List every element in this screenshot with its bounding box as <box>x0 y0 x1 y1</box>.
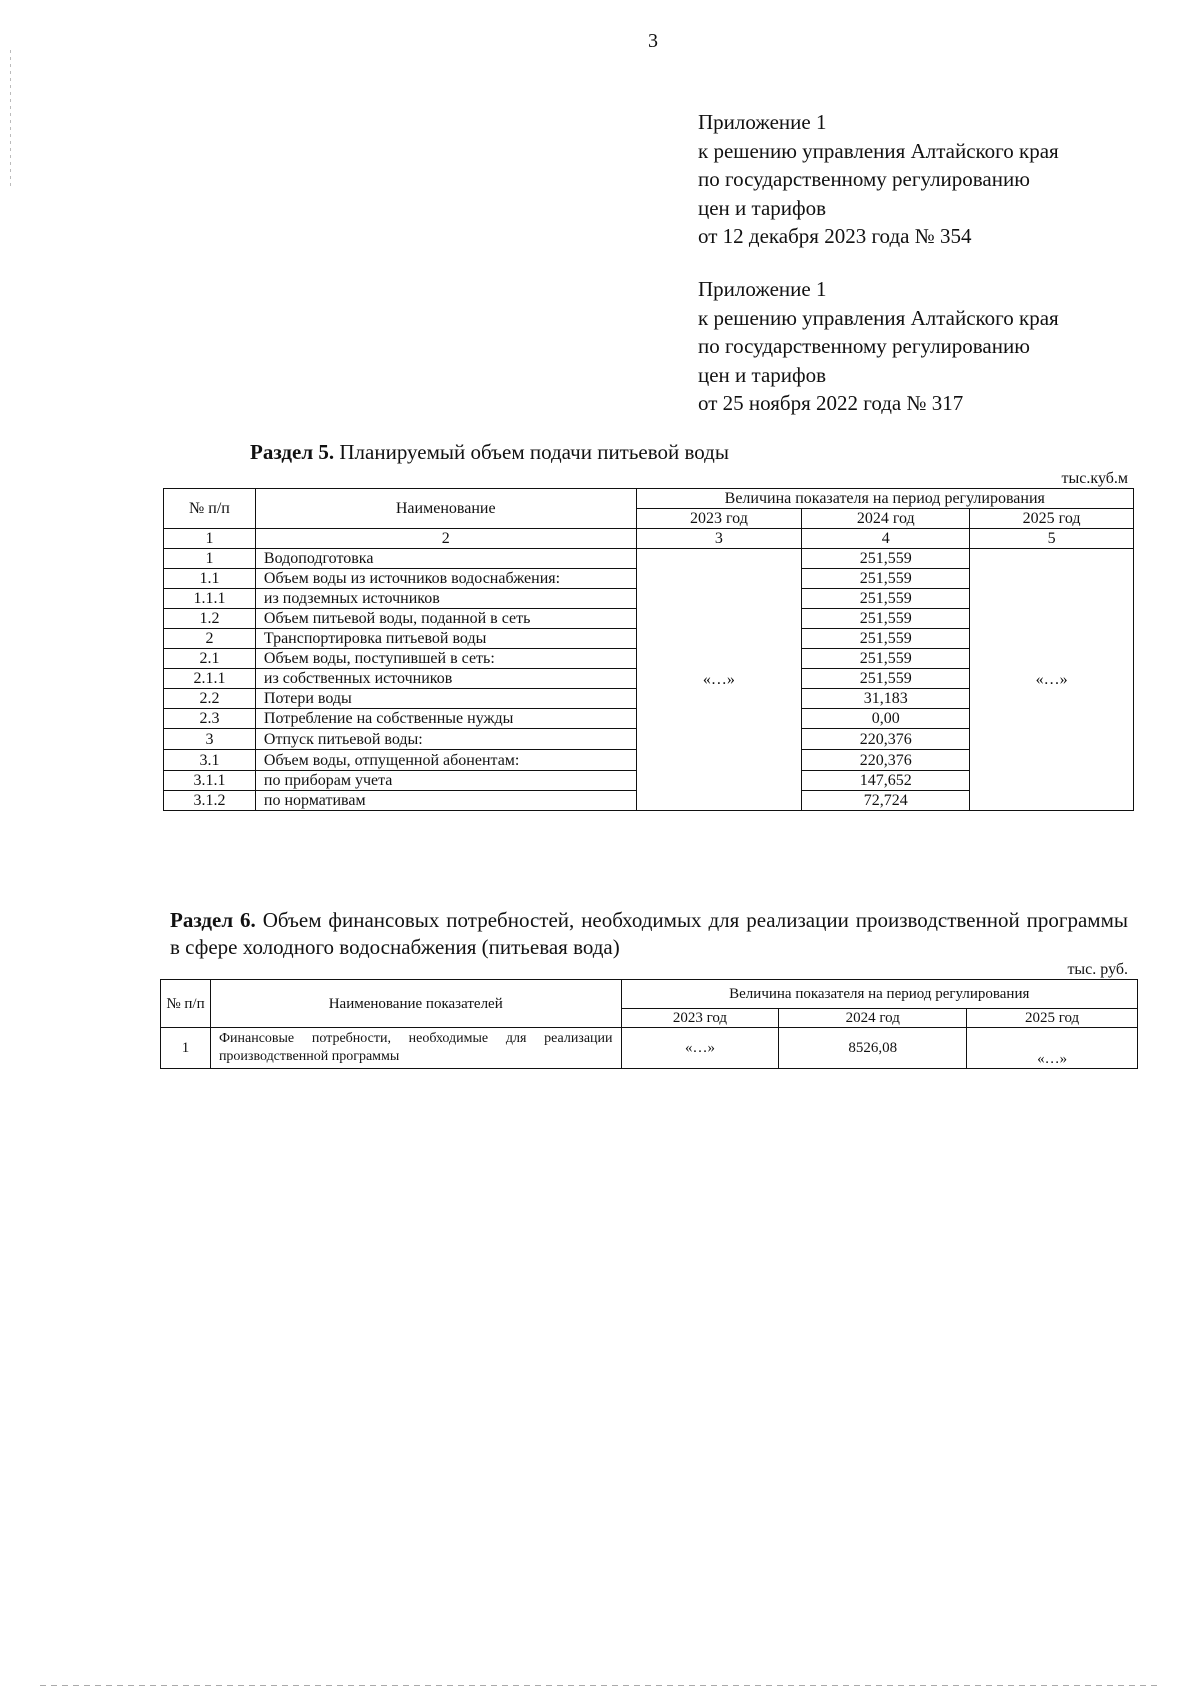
section5-title-text: Планируемый объем подачи питьевой воды <box>334 440 729 464</box>
table-row <box>164 549 1134 569</box>
row-value-2024: 251,559 <box>802 629 970 649</box>
header-name: Наименование показателей <box>210 980 621 1028</box>
header-year-2024: 2024 год <box>779 1009 967 1028</box>
header-year-2025: 2025 год <box>970 509 1134 529</box>
placeholder-2025: «…» <box>970 549 1134 811</box>
appendix-line: от 12 декабря 2023 года № 354 <box>698 224 972 249</box>
appendix-line: цен и тарифов <box>698 362 827 387</box>
header-year-2024: 2024 год <box>802 509 970 529</box>
appendix-block-current <box>698 108 1059 251</box>
row-value-2024: 31,183 <box>802 689 970 709</box>
row-name: по нормативам <box>255 791 636 811</box>
col-number: 4 <box>802 529 970 549</box>
col-number: 2 <box>255 529 636 549</box>
row-value-2024: 147,652 <box>802 771 970 791</box>
row-name: Объем воды, поступившей в сеть: <box>255 649 636 669</box>
appendix-line: к решению управления Алтайского края <box>698 305 1059 330</box>
row-value-2024: 251,559 <box>802 549 970 569</box>
section5-unit: тыс.куб.м <box>1061 470 1128 487</box>
row-num: 1.2 <box>164 609 256 629</box>
row-value-2023: «…» <box>621 1028 779 1069</box>
row-num: 1 <box>164 549 256 569</box>
row-name: по приборам учета <box>255 771 636 791</box>
row-value-2024: 220,376 <box>802 750 970 771</box>
section5-title <box>250 440 729 465</box>
header-period: Величина показателя на период регулирования <box>636 489 1133 509</box>
row-num: 2 <box>164 629 256 649</box>
col-number: 3 <box>636 529 802 549</box>
row-num: 1.1.1 <box>164 589 256 609</box>
row-name: Объем питьевой воды, поданной в сеть <box>255 609 636 629</box>
placeholder-2023: «…» <box>636 549 802 811</box>
appendix-line: Приложение 1 <box>698 277 827 301</box>
row-name: Объем воды из источников водоснабжения: <box>255 569 636 589</box>
row-num: 3.1 <box>164 750 256 771</box>
table-row <box>161 1028 1138 1069</box>
col-number: 1 <box>164 529 256 549</box>
section6-title-text: Объем финансовых потребностей, необходимых для реализации производственной программы в сфере холодного водоснабжения (питьевая вода) <box>170 908 1128 959</box>
appendix-line: по государственному регулированию <box>698 334 1030 359</box>
row-num: 2.1.1 <box>164 669 256 689</box>
row-num: 2.1 <box>164 649 256 669</box>
row-value-2024: 220,376 <box>802 729 970 750</box>
row-value-2024: 251,559 <box>802 609 970 629</box>
appendix-line: к решению управления Алтайского края <box>698 138 1059 163</box>
row-num: 2.3 <box>164 709 256 729</box>
row-name: из собственных источников <box>255 669 636 689</box>
col-number: 5 <box>970 529 1134 549</box>
page-number: 3 <box>648 30 658 52</box>
row-num: 3 <box>164 729 256 750</box>
row-value-2024: 0,00 <box>802 709 970 729</box>
scan-artifact-left <box>10 50 11 190</box>
appendix-line: от 25 ноября 2022 года № 317 <box>698 391 964 416</box>
header-period: Величина показателя на период регулирования <box>621 980 1137 1009</box>
appendix-line: Приложение 1 <box>698 110 827 134</box>
row-name: Потребление на собственные нужды <box>255 709 636 729</box>
header-year-2023: 2023 год <box>621 1009 779 1028</box>
section6-table <box>160 979 1138 1069</box>
row-value-2025: «…» <box>967 1028 1138 1069</box>
scan-artifact-bottom <box>40 1685 1160 1686</box>
row-num: 2.2 <box>164 689 256 709</box>
row-num: 3.1.2 <box>164 791 256 811</box>
section6-title-bold: Раздел 6. <box>170 908 256 932</box>
row-name: Финансовые потребности, необходимые для реализации производственной программы <box>210 1028 621 1069</box>
row-name: Транспортировка питьевой воды <box>255 629 636 649</box>
row-name: Водоподготовка <box>255 549 636 569</box>
header-name: Наименование <box>255 489 636 529</box>
row-value-2024: 72,724 <box>802 791 970 811</box>
appendix-line: цен и тарифов <box>698 195 827 220</box>
appendix-block-previous <box>698 275 1059 418</box>
row-num: 1.1 <box>164 569 256 589</box>
row-num: 3.1.1 <box>164 771 256 791</box>
header-num: № п/п <box>161 980 211 1028</box>
header-num: № п/п <box>164 489 256 529</box>
row-value-2024: 251,559 <box>802 569 970 589</box>
row-value-2024: 251,559 <box>802 669 970 689</box>
section6-title <box>170 907 1128 961</box>
row-name: Объем воды, отпущенной абонентам: <box>255 750 636 771</box>
row-name: из подземных источников <box>255 589 636 609</box>
row-value-2024: 251,559 <box>802 589 970 609</box>
section5-table <box>163 488 1134 811</box>
section5-title-bold: Раздел 5. <box>250 440 335 464</box>
section6-unit: тыс. руб. <box>1067 961 1128 978</box>
row-num: 1 <box>161 1028 211 1069</box>
row-name: Потери воды <box>255 689 636 709</box>
row-name: Отпуск питьевой воды: <box>255 729 636 750</box>
row-value-2024: 251,559 <box>802 649 970 669</box>
appendix-line: по государственному регулированию <box>698 167 1030 192</box>
row-value-2024: 8526,08 <box>779 1028 967 1069</box>
header-year-2025: 2025 год <box>967 1009 1138 1028</box>
header-year-2023: 2023 год <box>636 509 802 529</box>
